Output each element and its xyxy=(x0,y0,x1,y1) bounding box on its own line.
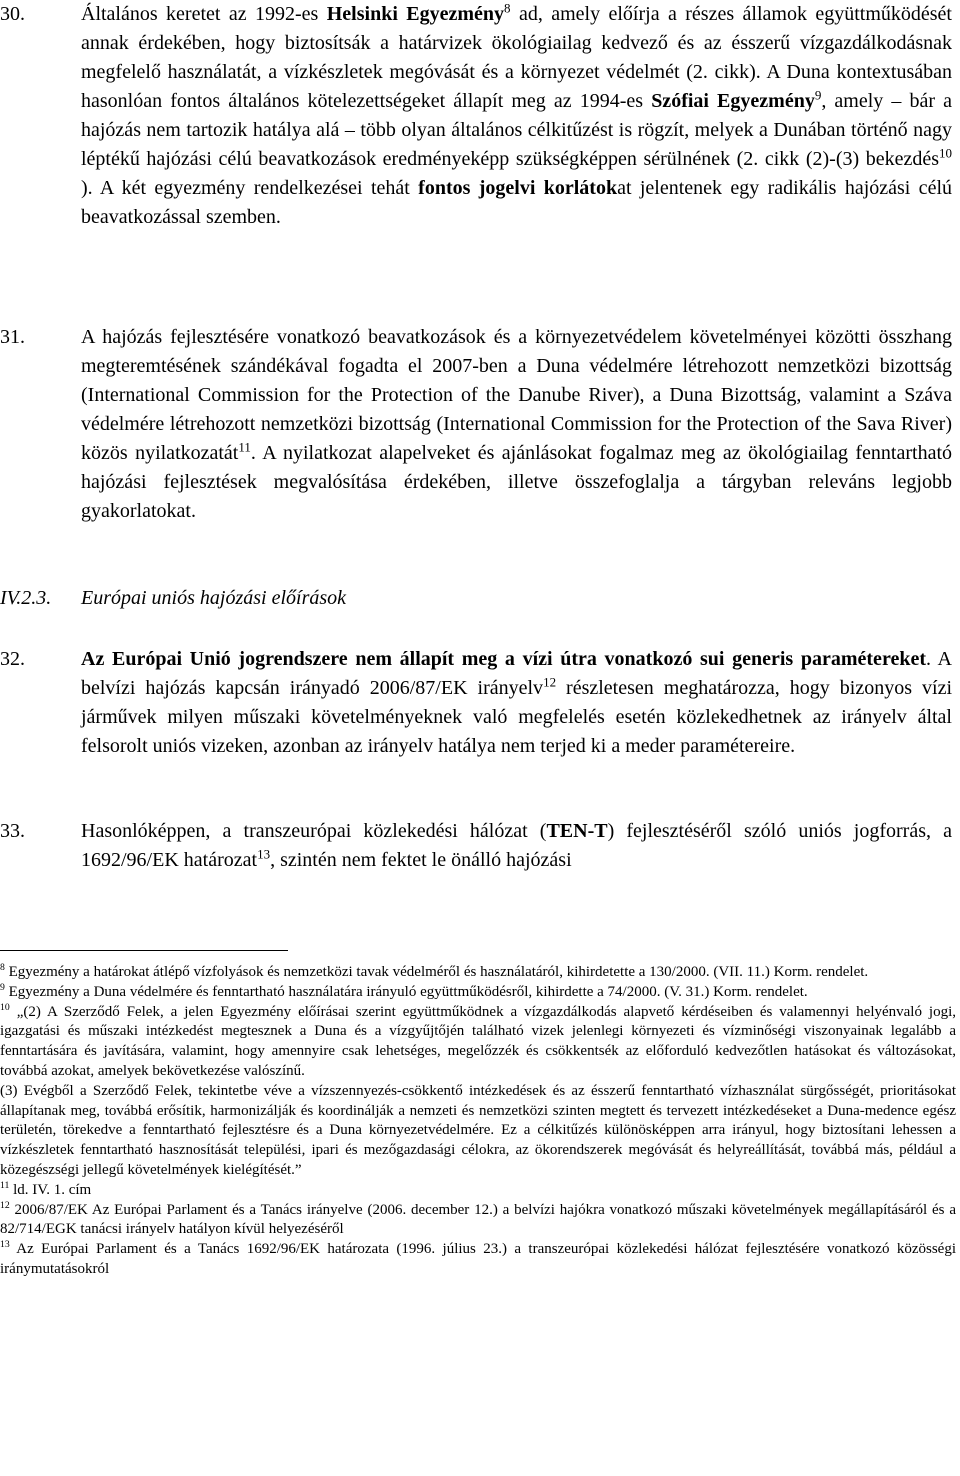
text-run: . A belvízi hajózás kapcsán irányadó 2006/87/EK irányelv xyxy=(81,648,952,699)
paragraph-number: 32. xyxy=(0,648,25,670)
footnote-number: 8 xyxy=(0,962,5,973)
footnote-number: 9 xyxy=(0,981,5,993)
footnote-10 xyxy=(0,1003,956,1181)
section-heading xyxy=(0,584,346,613)
paragraph-text xyxy=(81,817,952,875)
paragraph-number: 30. xyxy=(0,3,25,25)
bold-term: Helsinki Egyezmény xyxy=(326,3,505,25)
paragraph-number: 33. xyxy=(0,820,25,842)
bold-term: Szófiai Egyezmény xyxy=(651,90,815,112)
text-run: Hasonlóképpen, a transzeurópai közlekedési hálózat ( xyxy=(81,820,547,842)
footnote-12 xyxy=(0,1201,956,1241)
text-run: részletesen meghatározza, hogy bizonyos vízi járművek milyen műszaki követelményeknek való megfelelés esetén közlekedhetnek az irányelv által felsorolt uniós vizeken, azonban az irányelv hatálya nem terjed ki a meder paramétereire. xyxy=(81,677,952,757)
footnote-text: Egyezmény a határokat átlépő vízfolyások és nemzetközi tavak védelméről és használatáról, kihirdetette a 130/2000. (VII. 11.) Korm. rendelet. xyxy=(4,964,869,980)
footnote-number: 11 xyxy=(0,1179,10,1191)
paragraph-text xyxy=(81,0,952,232)
footnote-13 xyxy=(0,1240,956,1280)
footnote-number: 13 xyxy=(0,1239,10,1251)
footnote-ref[interactable]: 11 xyxy=(238,439,251,455)
footnote-text: „(2) A Szerződő Felek, a jelen Egyezmény előírásai szerint együttműködnek a vízgazdálkodás alapvető kérdéseiben és valamennyi helyénvaló jogi, igazgatási és műszaki intézkedést megtesznek a Duna és a vízgyűjtőjén található vizek jelenlegi környezeti és vízminőségi viszonyainak legalább a fenntartására és javítására, valamint, hogy amennyire csak lehetséges, megelőzzék és csökkentsék az előforduló kedvezőtlen hatásokat és változásokat, továbbá azokat, amelyek bekövetkezése valószínű. xyxy=(0,1003,956,1079)
footnote-separator xyxy=(0,950,288,951)
text-run: ) fejlesztéséről szóló uniós jogforrás, a 1692/96/EK határozat xyxy=(81,820,952,871)
footnote-ref[interactable]: 8 xyxy=(504,0,511,16)
paragraph-33 xyxy=(0,817,952,875)
footnote-ref[interactable]: 10 xyxy=(939,145,952,161)
text-run: ad, amely előírja a részes államok együttműködését annak érdekében, hogy biztosítsák a határvizek ökológiailag kedvező és az ésszerű vízgazdálkodásnak megfelelő használatát, a vízkészletek megóvását és a környezet védelmét (2. cikk). A Duna kontextusában hasonlóan fontos általános kötelezettségeket állapít meg az 1994-es xyxy=(81,3,952,112)
text-run: Általános keretet az 1992-es xyxy=(81,3,327,25)
footnote-ref[interactable]: 12 xyxy=(543,674,557,690)
bold-term: Az Európai Unió jogrendszere nem állapít meg a vízi útra vonatkozó sui generis paramétereket xyxy=(81,648,926,670)
paragraph-text xyxy=(81,645,952,761)
text-run: , szintén nem fektet le önálló hajózási xyxy=(270,849,572,871)
paragraph-number: 31. xyxy=(0,326,25,348)
bold-term: TEN-T xyxy=(546,820,608,842)
footnote-text: Az Európai Parlament és a Tanács 1692/96/EK határozata (1996. július 23.) a transzeurópai közlekedési hálózat fejlesztésére vonatkozó közösségi iránymutatásokról xyxy=(0,1241,956,1277)
footnote-text: ld. IV. 1. cím xyxy=(9,1181,92,1198)
footnote-11 xyxy=(0,1181,956,1201)
footnote-ref[interactable]: 13 xyxy=(257,846,271,862)
footnotes xyxy=(0,963,956,1280)
footnote-8 xyxy=(0,963,956,983)
paragraph-32 xyxy=(0,645,952,761)
paragraph-30 xyxy=(0,0,952,232)
footnote-9 xyxy=(0,983,956,1003)
footnote-text: Egyezmény a Duna védelmére és fenntartható használatára irányuló együttműködésről, kihirdette a 74/2000. (V. 31.) Korm. rendelet. xyxy=(4,983,808,1000)
footnote-text: (3) Evégből a Szerződő Felek, tekintetbe véve a vízszennyezés-csökkentő intézkedések és az ésszerű fenntartható vízhasználat sürgősségét, prioritásokat állapítanak meg, továbbá erősítik, harmonizálják és koordinálják a nemzeti és nemzetközi szinten megtett és tervezett intézkedéseket a Duna-medence egész területén, törekedve a fenntartható fejlesztésre és a Duna környezetvédelmére. Ez a célkitűzés különösképpen arra irányul, hogy biztosítani lehessen a vízkészletek fenntartható hasznosítását települési, ipari és mezőgazdasági célokra, az ökorendszerek megóvását és helyreállítását, továbbá más, például a közegészségi jellegű követelmények kielégítését.” xyxy=(0,1082,956,1178)
section-title: Európai uniós hajózási előírások xyxy=(81,587,347,609)
section-number: IV.2.3. xyxy=(0,587,52,609)
text-run: at jelentenek egy radikális hajózási célú beavatkozással szemben. xyxy=(81,177,952,228)
footnote-text: 2006/87/EK Az Európai Parlament és a Tanács irányelve (2006. december 12.) a belvízi hajókra vonatkozó műszaki követelmények megállapításáról és a 82/714/EGK tanácsi irányelv hatályon kívül helyezéséről xyxy=(0,1201,956,1238)
paragraph-text xyxy=(81,323,952,526)
bold-term: fontos jogelvi korlátok xyxy=(418,177,618,199)
footnote-number: 12 xyxy=(0,1199,10,1211)
text-run: A hajózás fejlesztésére vonatkozó beavatkozások és a környezetvédelem követelményei közötti összhang megteremtésének szándékával fogadta el 2007-ben a Duna védelmére létrehozott nemzetközi bizottság (International Commission for the Protection of the Danube River), a Duna Bizottság, valamint a Száva védelmére létrehozott nemzetközi bizottság (International Commission for the Protection of the Sava River) közös nyilatkozatát xyxy=(81,326,952,464)
paragraph-31 xyxy=(0,323,952,526)
footnote-ref[interactable]: 9 xyxy=(814,87,822,103)
text-run: ). A két egyezmény rendelkezései tehát xyxy=(81,177,419,199)
text-run: , amely – bár a hajózás nem tartozik hatálya alá – több olyan általános célkitűzést is rögzít, melyek a Dunában történő nagy léptékű hajózási célú beavatkozások eredményeképp szükségképpen sérülnének (2. cikk (2)-(3) bekezdés xyxy=(81,90,953,170)
footnote-number: 10 xyxy=(0,1001,10,1013)
text-run: . A nyilatkozat alapelveket és ajánlásokat fogalmaz meg az ökológiailag fenntartható hajózási fejlesztések megvalósítása érdekében, illetve összefoglalja a tárgyban releváns legjobb gyakorlatokat. xyxy=(81,442,953,522)
